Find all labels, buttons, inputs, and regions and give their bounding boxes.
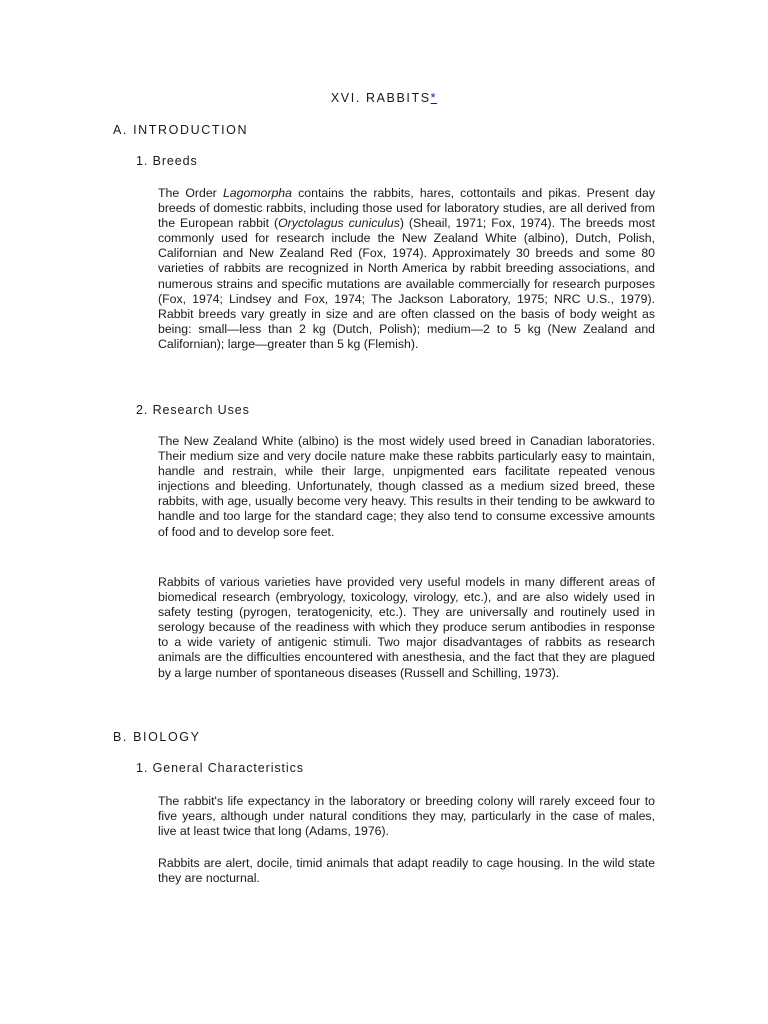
genus-lagomorpha: Lagomorpha <box>222 186 292 200</box>
paragraph-research-uses-2: Rabbits of various varieties have provided very useful models in many different areas of biomedical research (embryology, toxicology, virology, etc.), and are also widely used in safety testing (pyrogen, teratogenicity, etc.). They are universally and routinely used in serology because of the readiness with which they produce serum antibodies in response to a wide variety of antigenic stimuli. Two major disadvantages of rabbits as research animals are the difficulties encountered with anesthesia, and the fact that they are plagued by a large number of spontaneous diseases (Russell and Schilling, 1973). <box>158 575 655 680</box>
paragraph-research-uses-1: The New Zealand White (albino) is the most widely used breed in Canadian laboratories. Their medium size and very docile nature make these rabbits particularly easy to maintain, handle and restrain, while their large, unpigmented ears facilitate repeated venous injections and bleeding. Unfortunately, though classed as a medium sized breed, these rabbits, with age, usually become very heavy. This results in their tending to be awkward to handle and too large for the standard cage; they also tend to consume excessive amounts of food and to develop sore feet. <box>158 434 655 539</box>
paragraph-breeds-part-2: contains the rabbits, hares, cottontails and pikas. Present day breeds of domestic rabbits, including those used for laboratory studies, are all derived from the European rabbit ( <box>158 186 655 231</box>
paragraph-breeds <box>158 186 655 352</box>
paragraph-general-characteristics-1: The rabbit's life expectancy in the laboratory or breeding colony will rarely exceed four to five years, although under natural conditions they may, particularly in the case of males, live at least twice that long (Adams, 1976). <box>158 794 655 839</box>
paragraph-breeds-part-3: ) (Sheail, 1971; Fox, 1974). The breeds most commonly used for research include the New Zealand White (albino), Dutch, Polish, Californian and New Zealand Red (Fox, 1974). Approximately 30 breeds and some 80 varieties of rabbits are recognized in North America by rabbit breeding associations, and numerous strains and specific mutations are available commercially for research purposes (Fox, 1974; Lindsey and Fox, 1974; The Jackson Laboratory, 1975; NRC U.S., 1979). Rabbit breeds vary greatly in size and are often classed on the basis of body weight as being: small—less than 2 kg (Dutch, Polish); medium—2 to 5 kg (New Zealand and Californian); large—greater than 5 kg (Flemish). <box>158 216 655 351</box>
chapter-title-text: XVI. RABBITS <box>330 91 431 105</box>
subsection-heading-research-uses: 2. Research Uses <box>136 403 250 417</box>
paragraph-breeds-part-1: The Order <box>158 186 223 200</box>
species-oryctolagus-cuniculus: Oryctolagus cuniculus <box>278 216 400 231</box>
title-footnote-link[interactable]: * <box>430 91 438 105</box>
subsection-heading-general-characteristics: 1. General Characteristics <box>136 761 304 775</box>
section-heading-introduction: A. INTRODUCTION <box>113 123 249 137</box>
subsection-heading-breeds: 1. Breeds <box>136 154 198 168</box>
section-heading-biology: B. BIOLOGY <box>113 730 201 744</box>
paragraph-general-characteristics-2: Rabbits are alert, docile, timid animals that adapt readily to cage housing. In the wild state they are nocturnal. <box>158 856 655 886</box>
chapter-title <box>0 91 768 105</box>
